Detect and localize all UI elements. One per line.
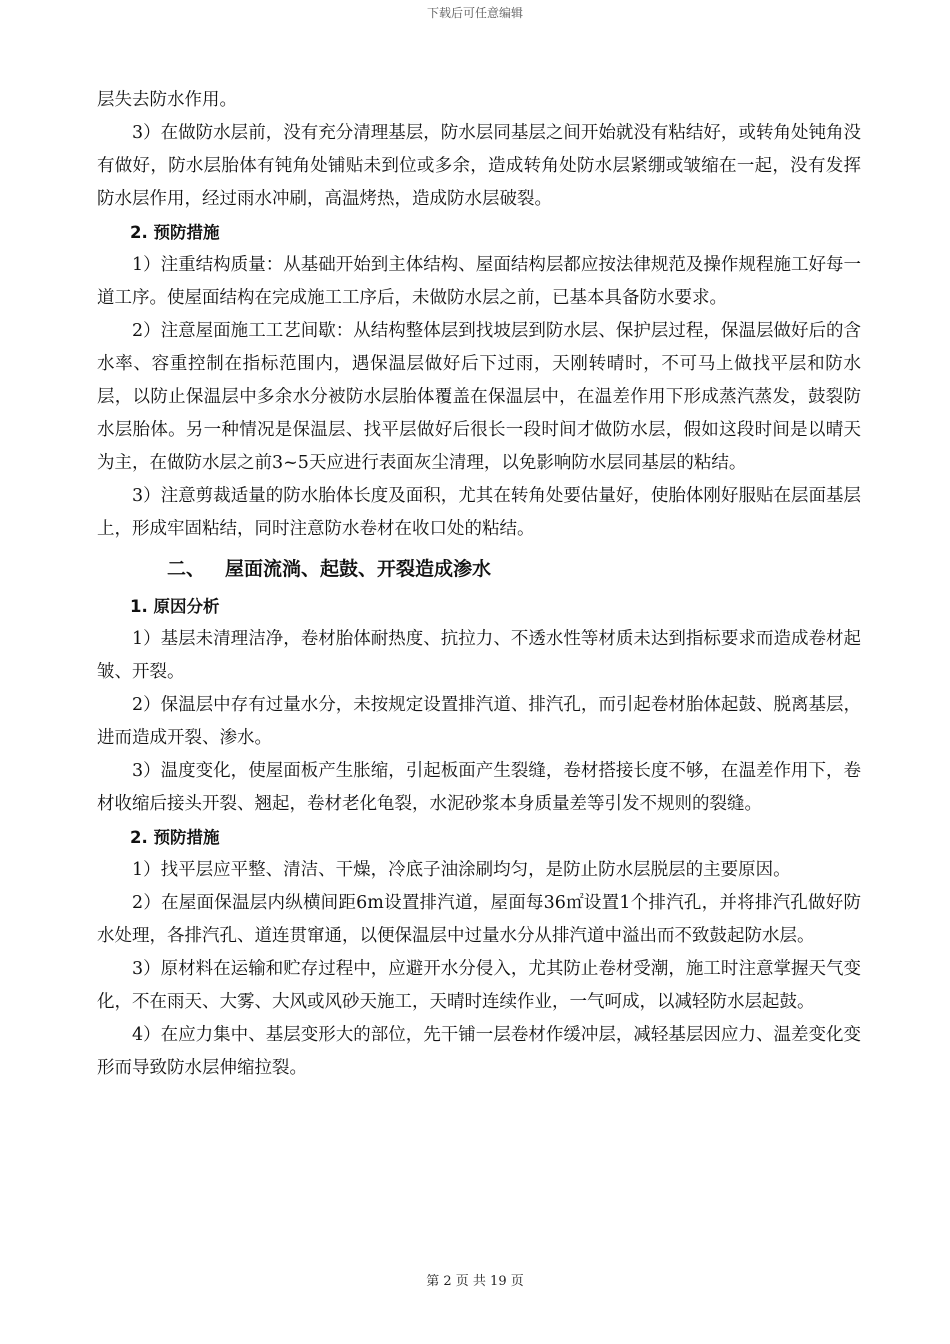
paragraph: 1）找平层应平整、清洁、干燥，冷底子油涂刷均匀，是防止防水层脱层的主要原因。 — [132, 860, 791, 880]
paragraph: 层失去防水作用。 — [97, 90, 237, 110]
paragraph: 2）注意屋面施工工艺间歇：从结构整体层到找坡层到防水层、保护层过程，保温层做好后的含水率、容重控制在指标范围内，遇保温层做好后下过雨，天刚转晴时，不可马上做找平层和防水层，以防止保温层中多余水分被防水层胎体覆盖在保温层中，在温差作用下形成蒸汽蒸发，鼓裂防水层胎体。另一种情况是保温层、找平层做好后很长一段时间才做防水层，假如这段时间是以晴天为主，在做防水层之前3~5天应进行表面灰尘清理，以免影响防水层同基层的粘结。 — [97, 321, 861, 473]
subsection-heading: 1. 原因分析 — [130, 597, 220, 616]
page-footer: 第 2 页 共 19 页 — [426, 1274, 524, 1289]
paragraph: 3）注意剪裁适量的防水胎体长度及面积，尤其在转角处要估量好，使胎体刚好服贴在层面基层上，形成牢固粘结，同时注意防水卷材在收口处的粘结。 — [97, 486, 861, 539]
subsection-heading: 2. 预防措施 — [130, 828, 220, 847]
paragraph: 4）在应力集中、基层变形大的部位，先干铺一层卷材作缓冲层，减轻基层因应力、温差变化变形而导致防水层伸缩拉裂。 — [97, 1025, 861, 1078]
paragraph: 2）在屋面保温层内纵横间距6m设置排汽道，屋面每36㎡设置1个排汽孔，并将排汽孔做好防水处理，各排汽孔、道连贯窜通，以便保温层中过量水分从排汽道中溢出而不致鼓起防水层。 — [97, 893, 861, 946]
section-title: 屋面流淌、起鼓、开裂造成渗水 — [225, 558, 492, 580]
section-number: 二、 — [167, 558, 206, 580]
paragraph: 3）温度变化，使屋面板产生胀缩，引起板面产生裂缝，卷材搭接长度不够，在温差作用下，卷材收缩后接头开裂、翘起，卷材老化龟裂，水泥砂浆本身质量差等引发不规则的裂缝。 — [97, 761, 861, 814]
paragraph: 3）原材料在运输和贮存过程中，应避开水分侵入，尤其防止卷材受潮，施工时注意掌握天气变化，不在雨天、大雾、大风或风砂天施工，天晴时连续作业，一气呵成，以减轻防水层起鼓。 — [97, 959, 861, 1012]
subsection-heading: 2. 预防措施 — [130, 223, 220, 242]
paragraph: 1）注重结构质量：从基础开始到主体结构、屋面结构层都应按法律规范及操作规程施工好每一道工序。使屋面结构在完成施工工序后，未做防水层之前，已基本具备防水要求。 — [97, 255, 861, 308]
paragraph: 2）保温层中存有过量水分，未按规定设置排汽道、排汽孔，而引起卷材胎体起鼓、脱离基层，进而造成开裂、渗水。 — [97, 695, 861, 748]
page-header: 下载后可任意编辑 — [426, 6, 523, 20]
section-heading — [97, 552, 861, 586]
document-body — [97, 84, 861, 1085]
paragraph: 1）基层未清理洁净，卷材胎体耐热度、抗拉力、不透水性等材质未达到指标要求而造成卷材起皱、开裂。 — [97, 629, 861, 682]
paragraph: 3）在做防水层前，没有充分清理基层，防水层同基层之间开始就没有粘结好，或转角处钝角没有做好，防水层胎体有钝角处铺贴未到位或多余，造成转角处防水层紧绷或皱缩在一起，没有发挥防水层作用，经过雨水冲刷，高温烤热，造成防水层破裂。 — [97, 123, 861, 209]
